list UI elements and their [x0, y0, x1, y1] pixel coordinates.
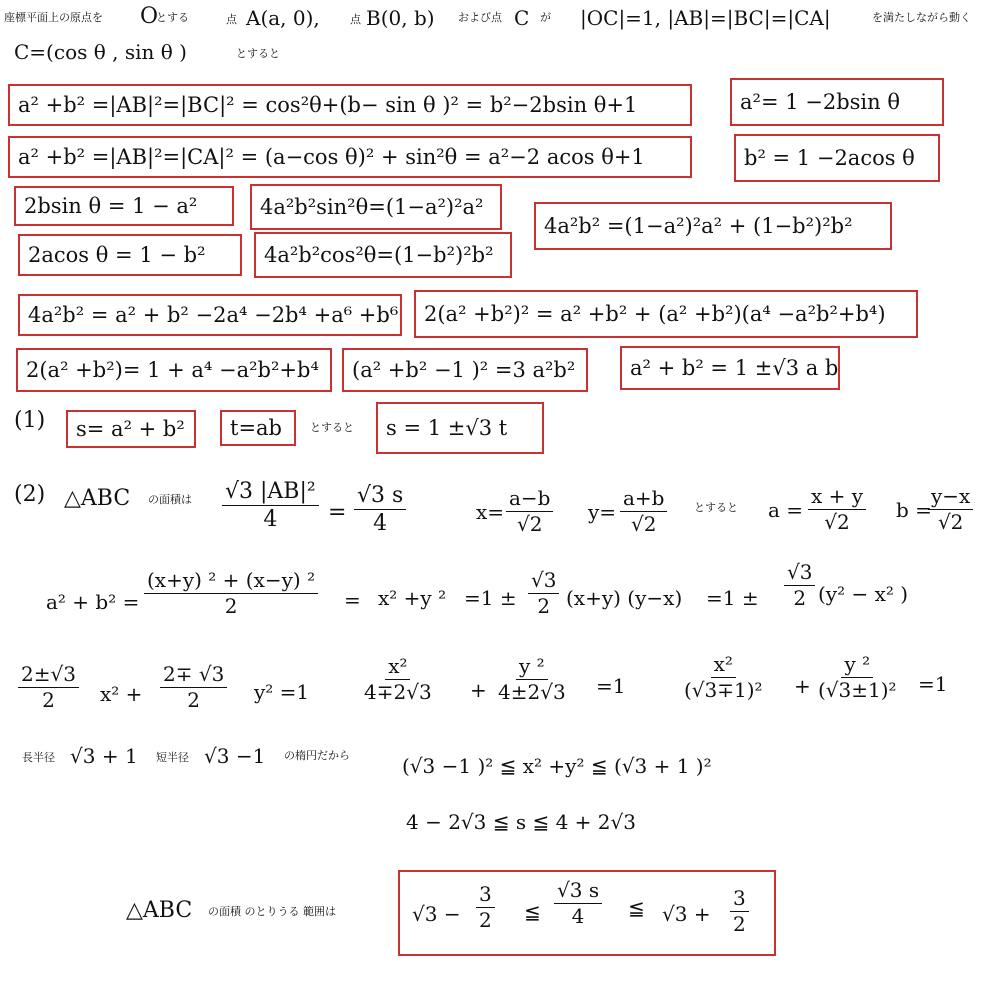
equals-one: =1: [918, 672, 948, 696]
line4-text: y² =1: [254, 680, 310, 704]
equation-box: 4a²b²cos²θ=(1−b²)²b²: [254, 232, 512, 278]
coef-fraction: $\frac{2\mp √3}{2}$: [160, 664, 227, 711]
line3-text: =1 ±: [706, 586, 759, 610]
equation-box: a²= 1 −2bsin θ: [730, 78, 944, 126]
condition: |OC|=1, |AB|=|BC|=|CA|: [580, 6, 831, 30]
inequality: 4 − 2√3 ≦ s ≦ 4 + 2√3: [406, 810, 636, 834]
b-lhs: b =: [896, 498, 932, 522]
minor-axis-text: 短半径: [156, 751, 189, 764]
major-axis-text: 長半径: [22, 751, 55, 764]
b-fraction: $\frac{y-x}{√2}$: [928, 486, 973, 533]
a-lhs: a =: [768, 498, 804, 522]
ellipse-fraction: $\frac{\text{y ²}}{\text{(√3±1)²}}$: [818, 652, 897, 702]
ellipse-fraction: $\frac{\text{x²}}{4\mp 2√3}$: [364, 654, 432, 704]
three-halves: $\frac{3}{2}$: [476, 884, 495, 931]
area-text: の面積は: [148, 493, 192, 506]
leq: ≦: [628, 896, 645, 920]
equation-box: (a² +b² −1 )² =3 a²b²: [342, 348, 588, 392]
equation-box: 2(a² +b²)² = a² +b² + (a² +b²)(a⁴ −a²b²+b⁴): [414, 290, 918, 338]
intro-text: 点: [226, 13, 237, 26]
triangle-label: △ABC: [64, 486, 131, 511]
equation-box: 4a²b² = a² + b² −2a⁴ −2b⁴ +a⁶ +b⁶: [18, 294, 402, 336]
sqrt3-over-2: $\frac{√3}{2}$: [784, 562, 815, 609]
x-fraction: $\frac{a-b}{√2}$: [506, 488, 553, 535]
ellipse-text: の楕円だから: [284, 749, 350, 762]
equation-box: a² +b² =|AB|²=|BC|² = cos²θ+(b− sin θ )² = b²−2bsin θ+1: [8, 84, 692, 126]
answer-text: √3 −: [412, 902, 461, 926]
line3-mid: x² +y ²: [378, 586, 447, 610]
equation-box: b² = 1 −2acos θ: [734, 134, 940, 182]
equals-one: =1: [596, 674, 626, 698]
line3-text: =1 ±: [464, 586, 517, 610]
answer-box: [398, 870, 776, 956]
equation-box: 2(a² +b²)= 1 + a⁴ −a²b²+b⁴: [16, 348, 332, 392]
sqrt3-over-2: $\frac{√3}{2}$: [528, 570, 559, 617]
point-a: A(a, 0),: [246, 6, 320, 30]
intro-text: 座標平面上の原点を: [4, 11, 103, 24]
line3-lhs: a² + b² =: [46, 590, 140, 614]
plus: +: [794, 674, 811, 698]
equation-box: 4a²b²sin²θ=(1−a²)²a²: [250, 184, 502, 230]
ellipse-fraction: $\frac{\text{y ²}}{4\pm 2√3}$: [498, 654, 566, 704]
equation-box: a² + b² = 1 ±√3 a b: [620, 346, 840, 390]
x-lhs: x=: [476, 500, 505, 524]
coef-fraction: $\frac{2\pm√3}{2}$: [18, 664, 79, 711]
intro-text: を満たしながら動く: [872, 11, 971, 24]
three-halves: $\frac{3}{2}$: [730, 888, 749, 935]
s-definition-box: s= a² + b²: [66, 410, 196, 448]
t-definition-box: t=ab: [220, 410, 296, 446]
line3-fraction: $\frac{\text{(x+y) ² + (x−y) ²}}{2}$: [144, 570, 318, 617]
y-fraction: $\frac{a+b}{√2}$: [620, 488, 667, 535]
origin-label: O: [140, 4, 159, 29]
part-1-label: (1): [14, 408, 46, 433]
s-t-relation-box: s = 1 ±√3 t: [376, 402, 544, 454]
line3-text: (y² − x² ): [818, 582, 909, 606]
equation-box: a² +b² =|AB|²=|CA|² = (a−cos θ)² + sin²θ = a²−2 acos θ+1: [8, 136, 692, 178]
triangle-label: △ABC: [126, 898, 193, 923]
a-fraction: $\frac{x + y}{√2}$: [808, 486, 866, 533]
point-b: B(0, b): [366, 6, 435, 30]
area-fraction-s: $\frac{√3 s}{4}$: [554, 880, 602, 927]
y-lhs: y=: [588, 500, 617, 524]
final-text: の面積 のとりうる 範囲は: [208, 905, 336, 918]
line4-text: x² +: [100, 682, 143, 706]
intro-text: が: [540, 11, 551, 24]
equals: =: [344, 588, 361, 612]
point-c: C: [514, 6, 530, 30]
then-text: とすると: [694, 501, 738, 514]
inequality: (√3 −1 )² ≦ x² +y² ≦ (√3 + 1 )²: [402, 754, 712, 778]
equation-box: 4a²b² =(1−a²)²a² + (1−b²)²b²: [534, 202, 892, 250]
intro-text: とする: [156, 11, 189, 24]
leq: ≦: [524, 900, 541, 924]
area-fraction: $\frac{\text{√3 |AB|²}}{4}$: [222, 480, 319, 531]
intro-text: 点: [350, 13, 361, 26]
then-text: とすると: [310, 421, 354, 434]
plus: +: [470, 678, 487, 702]
part-2-label: (2): [14, 482, 46, 507]
intro-text: および点: [458, 11, 502, 24]
minor-axis: √3 −1: [204, 744, 266, 768]
area-fraction-s: $\frac{√3 s}{4}$: [354, 484, 406, 535]
ellipse-fraction: $\frac{\text{x²}}{\text{(√3∓1)²}}$: [684, 652, 763, 702]
c-definition: C=(cos θ , sin θ ): [14, 40, 187, 64]
line3-text: (x+y) (y−x): [566, 586, 683, 610]
equals: =: [328, 500, 347, 525]
intro-text: とすると: [236, 47, 280, 60]
equation-box: 2bsin θ = 1 − a²: [14, 186, 234, 226]
answer-text: √3 +: [662, 902, 711, 926]
equation-box: 2acos θ = 1 − b²: [18, 234, 242, 276]
major-axis: √3 + 1: [70, 744, 138, 768]
